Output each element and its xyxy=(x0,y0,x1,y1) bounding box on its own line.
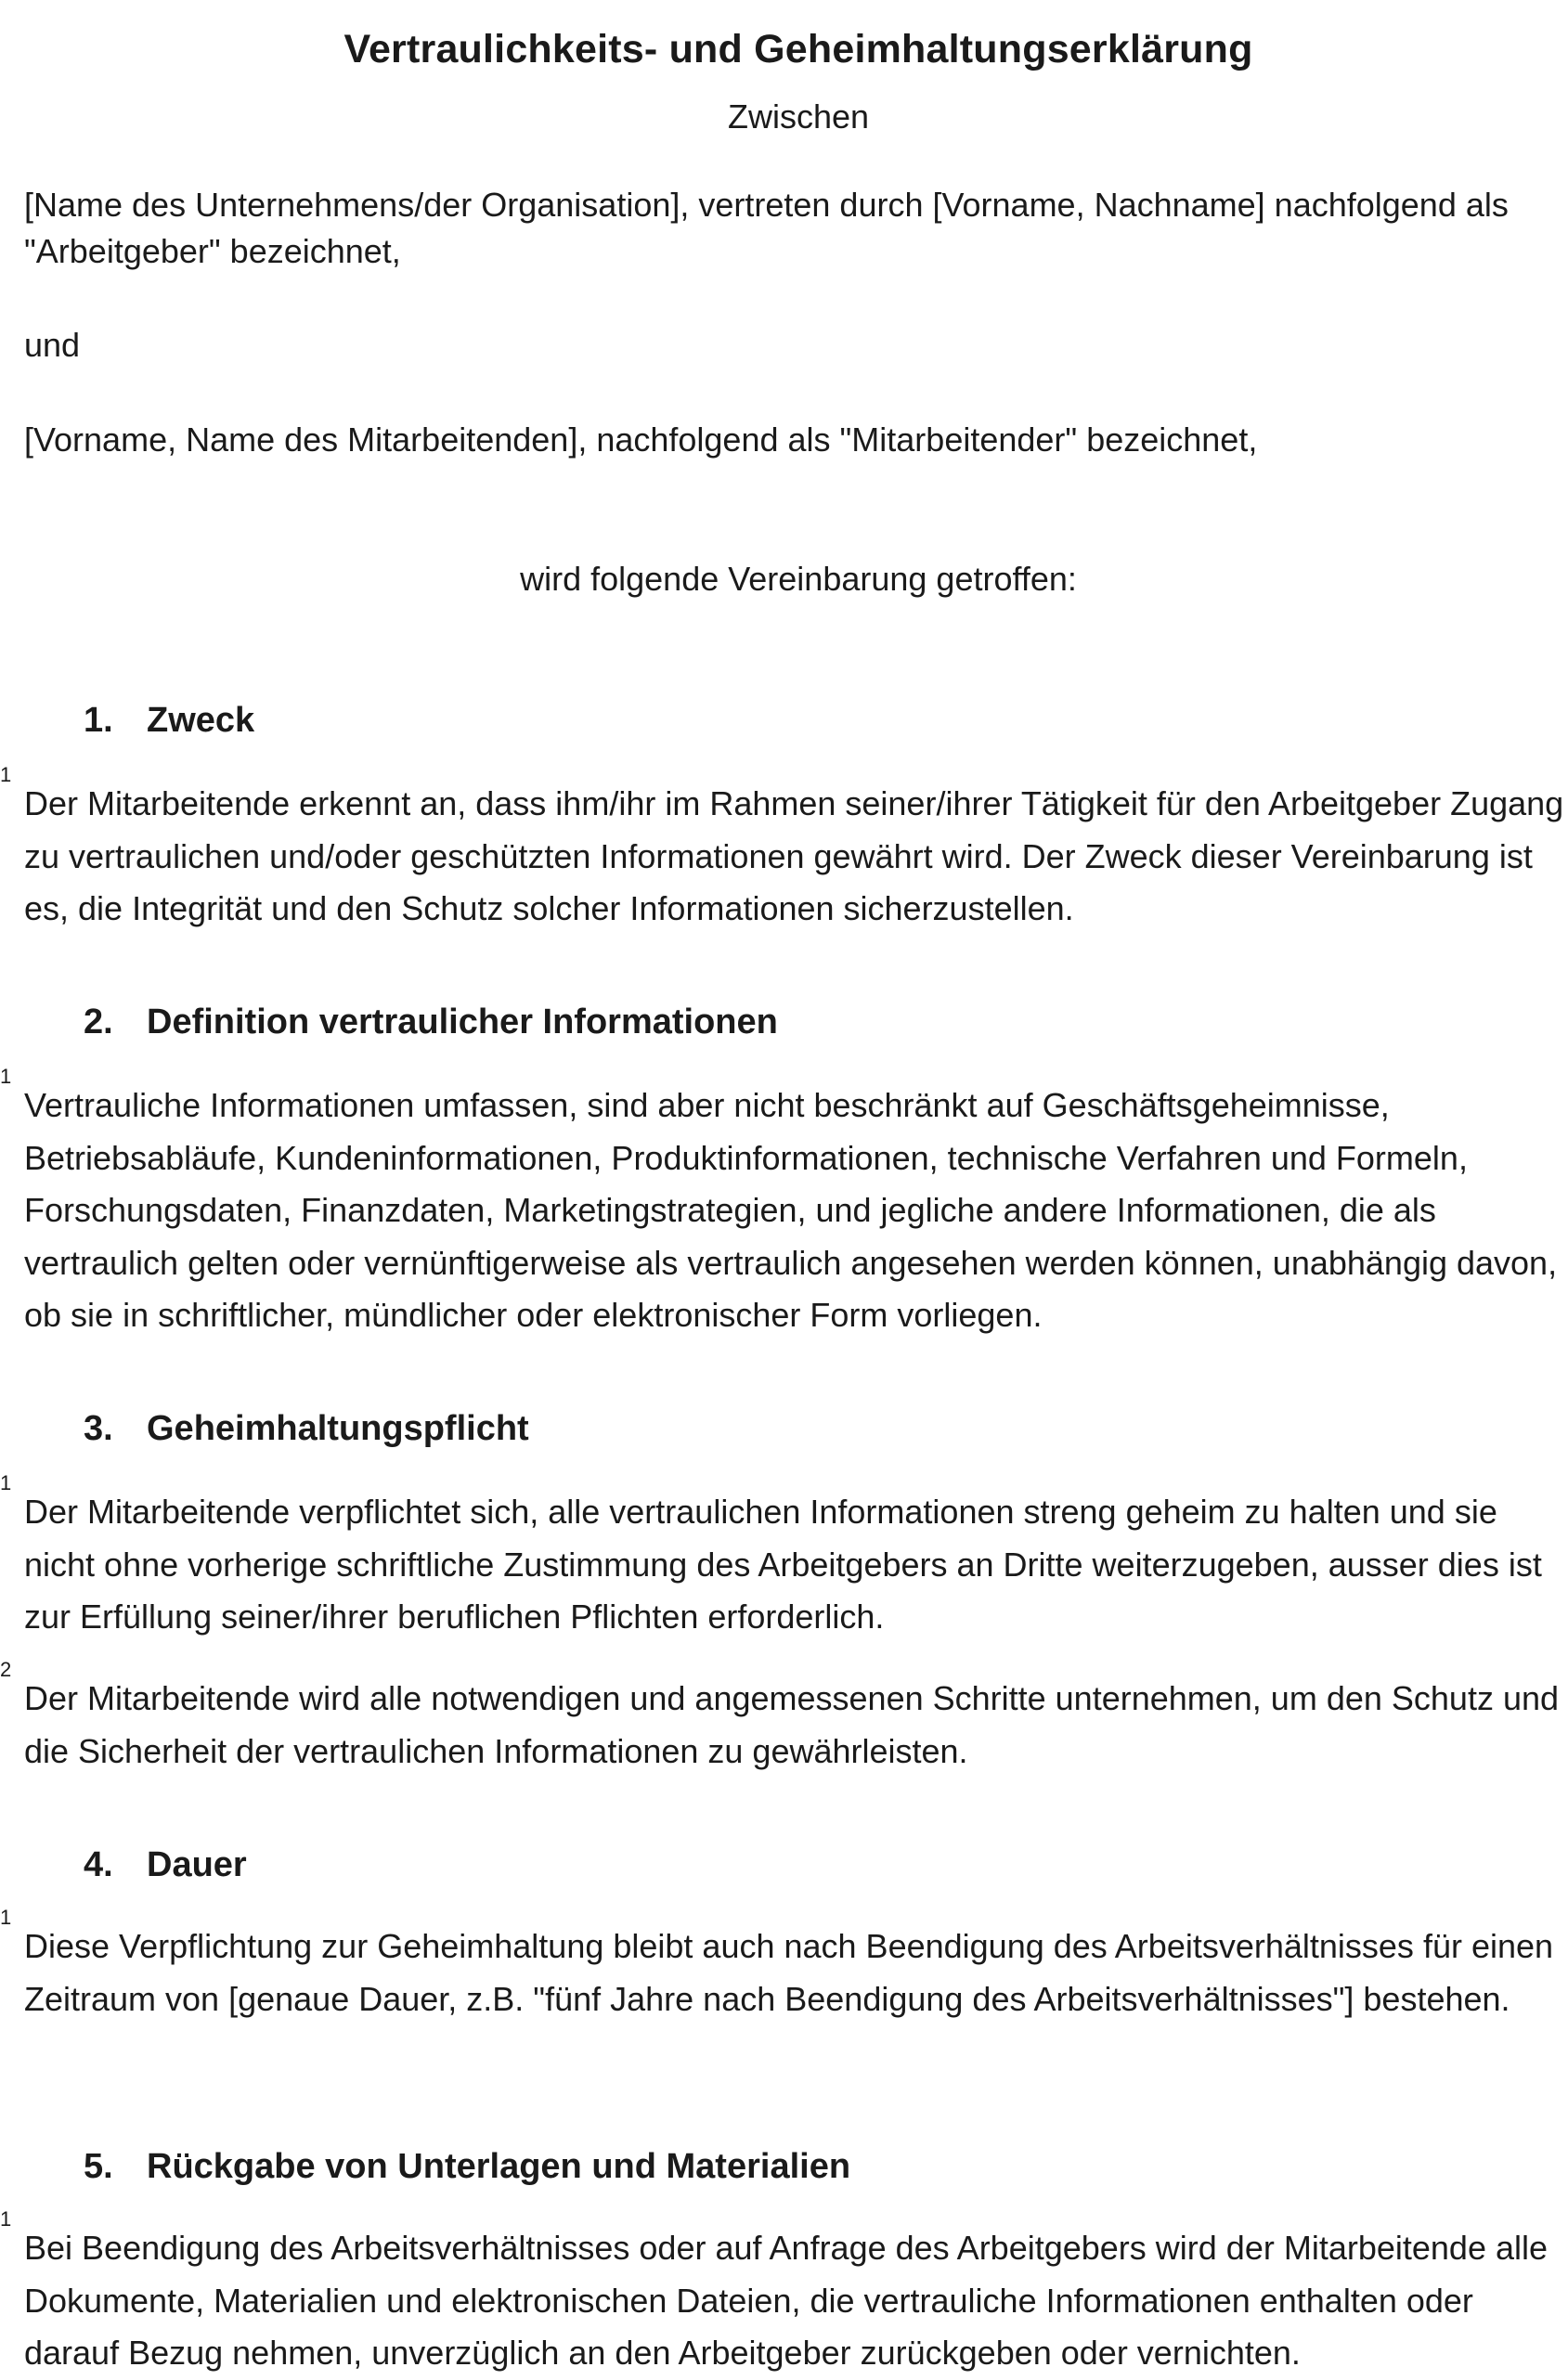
and-label: und xyxy=(24,326,81,364)
section-paragraph xyxy=(0,1065,1565,1342)
section-number: 2. xyxy=(84,1002,113,1041)
document-title: Vertraulichkeits- und Geheimhaltungserklärung xyxy=(343,26,1253,71)
paragraph-text: Der Mitarbeitende verpflichtet sich, alle vertraulichen Informationen streng geheim zu halten und sie nicht ohne vorherige schriftliche Zustimmung des Arbeitgebers an Dritte weiterzugeben, ausser dies ist zur Erfüllung seiner/ihrer beruflichen Pflichten erforderlich. xyxy=(24,1493,1542,1636)
party-employer: [Name des Unternehmens/der Organisation], vertreten durch [Vorname, Nachname] nachfolgend als "Arbeitgeber" bezeichnet, xyxy=(24,186,1509,270)
paragraph-text: Bei Beendigung des Arbeitsverhältnisses oder auf Anfrage des Arbeitgebers wird der Mitarbeitende alle Dokumente, Materialien und elektronischen Dateien, die vertrauliche Informationen enthalten oder darauf Bezug nehmen, unverzüglich an den Arbeitgeber zurückgeben oder vernichten. xyxy=(24,2229,1549,2372)
paragraph-mark: 1 xyxy=(0,1906,12,1929)
section-heading xyxy=(84,1000,778,1044)
paragraph-mark: 2 xyxy=(0,1658,12,1681)
section-heading xyxy=(84,2144,850,2189)
section-heading xyxy=(84,1406,529,1451)
section-number: 1. xyxy=(84,701,113,740)
section-paragraph xyxy=(0,1906,1565,2025)
section-paragraph xyxy=(0,1471,1565,1644)
paragraph-text: Der Mitarbeitende erkennt an, dass ihm/ihr im Rahmen seiner/ihrer Tätigkeit für den Arbeitgeber Zugang zu vertraulichen und/oder geschützten Informationen gewährt wird. Der Zweck dieser Vereinbarung ist es, die Integrität und den Schutz solcher Informationen sicherzustellen. xyxy=(24,784,1564,927)
paragraph-text: Vertrauliche Informationen umfassen, sind aber nicht beschränkt auf Geschäftsgeheimnisse, Betriebsabläufe, Kundeninformationen, Produktinformationen, technische Verfahren und Formeln, Forschungsdaten, Finanzdaten, Marketingstrategien, und jegliche andere Informationen, die als vertraulich gelten oder vernünftigerweise als vertraulich angesehen werden können, unabhängig davon, ob sie in schriftlicher, mündlicher oder elektronischer Form vorliegen. xyxy=(24,1086,1558,1334)
section-number: 3. xyxy=(84,1409,113,1448)
section-heading xyxy=(84,1843,247,1887)
section-title: Geheimhaltungspflicht xyxy=(147,1409,529,1448)
party-employee: [Vorname, Name des Mitarbeitenden], nachfolgend als "Mitarbeitender" bezeichnet, xyxy=(24,420,1258,459)
paragraph-mark: 1 xyxy=(0,1471,12,1494)
section-title: Definition vertraulicher Informationen xyxy=(147,1002,778,1041)
paragraph-text: Der Mitarbeitende wird alle notwendigen und angemessenen Schritte unternehmen, um den Schutz und die Sicherheit der vertraulichen Informationen zu gewährleisten. xyxy=(24,1679,1560,1770)
section-paragraph xyxy=(0,2207,1565,2380)
section-title: Rückgabe von Unterlagen und Materialien xyxy=(147,2147,851,2186)
section-heading xyxy=(84,698,254,743)
section-paragraph xyxy=(0,1658,1565,1778)
section-number: 4. xyxy=(84,1845,113,1884)
section-title: Dauer xyxy=(147,1845,247,1884)
agreement-intro: wird folgende Vereinbarung getroffen: xyxy=(520,560,1077,598)
section-paragraph xyxy=(0,763,1565,936)
paragraph-mark: 1 xyxy=(0,763,12,786)
paragraph-text: Diese Verpflichtung zur Geheimhaltung bleibt auch nach Beendigung des Arbeitsverhältnisses für einen Zeitraum von [genaue Dauer, z.B. "fünf Jahre nach Beendigung des Arbeitsverhältnisses"] bestehen. xyxy=(24,1927,1554,2018)
section-number: 5. xyxy=(84,2147,113,2186)
paragraph-mark: 1 xyxy=(0,2207,12,2231)
section-title: Zweck xyxy=(147,701,255,740)
between-label: Zwischen xyxy=(727,97,870,136)
paragraph-mark: 1 xyxy=(0,1065,12,1088)
